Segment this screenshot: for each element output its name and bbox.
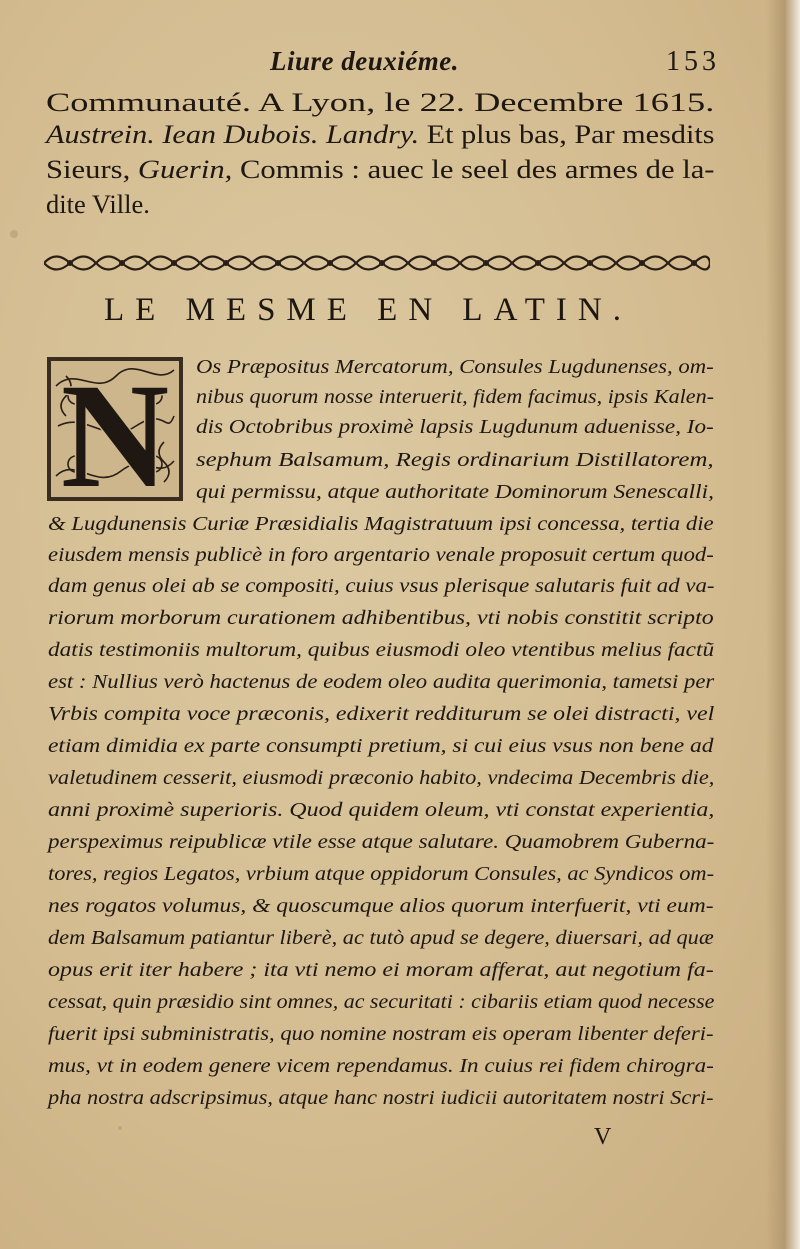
paper-spot (118, 1126, 122, 1130)
latin-line: valetudinem cesserit, eiusmodi præconio habito, vndecima Decembris die, (48, 767, 715, 789)
latin-line: dis Octobribus proximè lapsis Lugdunum aduenisse, Io- (196, 416, 714, 438)
latin-line: qui permissu, atque authoritate Dominorum Senescalli, (196, 481, 714, 503)
text-run: dite Ville. (46, 189, 150, 219)
initial-letter: N (60, 356, 170, 502)
latin-line: nes rogatos volumus, & quoscumque alios quorum interfuerit, vti eum- (48, 895, 714, 917)
latin-line: perspeximus reipublicæ vtile esse atque salutare. Quamobrem Guberna- (48, 831, 715, 853)
latin-line: sephum Balsamum, Regis ordinarium Distillatorem, (196, 449, 714, 471)
running-head-title: Liure deuxiéme. (270, 46, 459, 76)
text-run: Communauté. A Lyon, le 22. Decembre 1615. (46, 87, 715, 117)
latin-line: mus, vt in eodem genere vicem rependamus. In cuius rei fidem chirogra- (48, 1055, 714, 1077)
paper-spot (10, 230, 18, 238)
latin-line: Os Præpositus Mercatorum, Consules Lugdunenses, om- (196, 356, 714, 378)
signature-mark: V (594, 1124, 612, 1150)
running-head (40, 46, 720, 86)
text-run: Sieurs, (46, 154, 138, 184)
page-number: 153 (666, 46, 720, 77)
french-line (46, 118, 714, 150)
latin-line: dem Balsamum patiantur liberè, ac tutò apud se degere, diuersari, ad quæ (48, 927, 714, 949)
latin-line: etiam dimidia ex parte consumpti pretium, si cui eius vsus non bene ad (48, 735, 714, 757)
page-edge (766, 0, 800, 1249)
latin-line: pha nostra adscripsimus, atque hanc nostri iudicii autoritatem nostri Scri- (48, 1087, 714, 1109)
section-heading: LE MESME EN LATIN. (104, 292, 632, 328)
latin-line: tores, regios Legatos, vrbium atque oppidorum Consules, ac Syndicos om- (48, 863, 715, 885)
latin-line: fuerit ipsi subministratis, quo nomine nostram eis operam libenter deferi- (48, 1023, 714, 1045)
french-line (46, 86, 714, 118)
text-run: Commis : auec le seel des armes de la- (232, 154, 715, 184)
latin-line: anni proximè superioris. Quod quidem oleum, vti constat experientia, (48, 799, 715, 821)
latin-line: cessat, quin præsidio sint omnes, ac securitati : cibariis etiam quod necesse (48, 991, 715, 1013)
latin-line: nibus quorum nosse interuerit, fidem facimus, ipsis Kalen- (196, 386, 715, 408)
decorated-initial (46, 356, 184, 502)
text-run: Austrein. Iean Dubois. Landry. (46, 119, 420, 149)
text-run: Guerin, (137, 154, 233, 184)
latin-line: opus erit iter habere ; ita vti nemo ei moram afferat, aut negotium fa- (48, 959, 714, 981)
latin-line: est : Nullius verò hactenus de eodem oleo audita querimonia, tametsi per (48, 671, 715, 693)
text-run: Et plus bas, Par mesdits (419, 119, 715, 149)
latin-line: & Lugdunensis Curiæ Præsidialis Magistratuum ipsi concessa, tertia die (48, 513, 714, 535)
latin-line: eiusdem mensis publicè in foro argentario venale proposuit certum quod- (48, 544, 714, 566)
latin-line: dam genus olei ab se compositi, cuius vsus plerisque salutaris fuit ad va- (48, 575, 715, 597)
latin-line: riorum morborum curationem adhibentibus, vti nobis constitit scripto (48, 607, 714, 629)
french-line (46, 188, 150, 220)
ornamental-band (44, 250, 710, 276)
latin-line: datis testimoniis multorum, quibus eiusmodi oleo vtentibus melius factũ (48, 639, 715, 661)
french-line (46, 153, 715, 185)
latin-line: Vrbis compita voce præconis, edixerit redditurum se olei distracti, vel (48, 703, 715, 725)
